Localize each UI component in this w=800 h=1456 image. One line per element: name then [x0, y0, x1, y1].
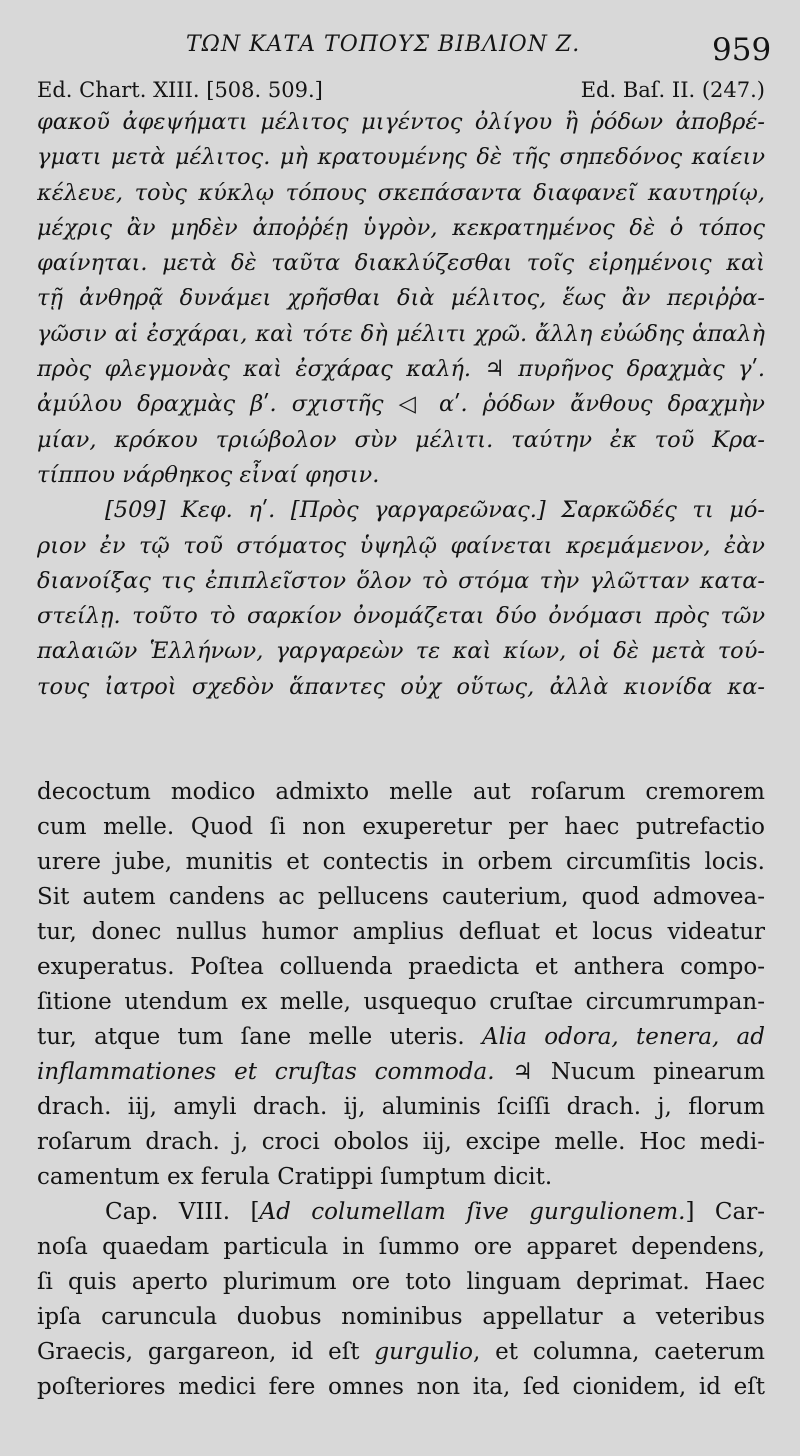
latin-line: ſi quis aperto plurimum ore toto linguam deprimat. Haec [37, 1269, 765, 1295]
greek-line: τίππου νάρθηκος εἶναί φησιν. [37, 461, 380, 488]
greek-line: κέλευε, τοὺς κύκλῳ τόπους σκεπάσαντα διαφανεῖ καυτηρίῳ, [37, 179, 765, 206]
greek-line: φακοῦ ἀφεψήματι μέλιτος μιγέντος ὀλίγου ἢ ῥόδων ἀποβρέ- [37, 109, 765, 135]
latin-chapter-title: Ad columellam ſive gurgulionem. [259, 1199, 686, 1225]
latin-line: poſteriores medici fere omnes non ita, ſed cionidem, id eſt [37, 1374, 765, 1400]
latin-line: decoctum modico admixto melle aut roſarum cremorem [37, 779, 765, 805]
latin-italic-recipe-title: inflammationes et cruſtas commoda. [37, 1059, 495, 1085]
latin-line [37, 1020, 765, 1055]
greek-line: γματι μετὰ μέλιτος. μὴ κρατουμένης δὲ τῆς σηπεδόνος καίειν [37, 144, 765, 171]
latin-line: drach. iij, amyli drach. ij, aluminis ſciſſi drach. j, florum [37, 1094, 765, 1120]
running-head [0, 28, 800, 68]
latin-line-text: , et columna, caeterum [473, 1339, 765, 1365]
greek-line: πρὸς φλεγμονὰς καὶ ἐσχάρας καλή. ♃ πυρῆνος δραχμὰς γʹ. [37, 356, 765, 383]
greek-line: μίαν, κρόκου τριώβολον σὺν μέλιτι. ταύτην ἐκ τοῦ Κρα- [37, 426, 765, 453]
running-title: ΤΩΝ ΚΑΤΑ ΤΟΠΟΥΣ ΒΙΒΛΙΟΝ Ζ. [186, 32, 581, 57]
latin-line: roſarum drach. j, croci obolos iij, excipe melle. Hoc medi- [37, 1129, 765, 1155]
latin-line [37, 1055, 765, 1090]
latin-line: exuperatus. Poſtea colluenda praedicta et anthera compo- [37, 954, 765, 980]
latin-line-text: tur, atque tum ſane melle uteris. [37, 1024, 482, 1050]
latin-line-text: ] Car- [685, 1199, 765, 1225]
greek-line: ἀμύλου δραχμὰς βʹ. σχιστῆς ◁ αʹ. ῥόδων ἄνθους δραχμὴν [37, 391, 765, 418]
greek-chapter-heading-line: [509] Κεφ. ηʹ. [Πρὸς γαργαρεῶνας.] Σαρκῶδές τι μό- [105, 497, 765, 524]
latin-italic-word: gurgulio [374, 1339, 474, 1365]
greek-line: φαίνηται. μετὰ δὲ ταῦτα διακλύζεσθαι τοῖς εἰρημένοις καὶ [37, 250, 765, 277]
latin-line: tur, donec nullus humor amplius defluat et locus videatur [37, 919, 765, 945]
latin-line: cum melle. Quod ſi non exuperetur per haec putrefactio [37, 814, 765, 840]
latin-line: camentum ex ferula Cratippi ſumptum dicit. [37, 1164, 553, 1190]
latin-text-block [37, 775, 765, 1405]
edition-reference-line [37, 78, 765, 108]
latin-chapter-label: Cap. VIII. [ [105, 1199, 260, 1225]
edition-chart-reference: Ed. Chart. XIII. [508. 509.] [37, 78, 323, 102]
greek-line: μέχρις ἂν μηδὲν ἀποῤῥέῃ ὑγρὸν, κεκρατημένος δὲ ὁ τόπος [37, 214, 765, 241]
page-number: 959 [712, 32, 772, 68]
latin-chapter-heading-line [37, 1195, 765, 1230]
latin-line: Sit autem candens ac pellucens cauterium, quod admovea- [37, 884, 765, 910]
greek-text-block [37, 105, 765, 705]
greek-line: τους ἰατροὶ σχεδὸν ἅπαντες οὐχ οὕτως, ἀλλὰ κιονίδα κα- [37, 673, 765, 700]
edition-basel-reference: Ed. Baſ. II. (247.) [580, 78, 765, 102]
latin-line-text: ♃ Nucum pinearum [494, 1059, 765, 1085]
latin-line: urere jube, munitis et contectis in orbem circumſitis locis. [37, 849, 765, 875]
greek-line: στείλῃ. τοῦτο τὸ σαρκίον ὀνομάζεται δύο ὀνόμασι πρὸς τῶν [37, 603, 765, 630]
latin-line: ipſa caruncula duobus nominibus appellatur a veteribus [37, 1304, 765, 1330]
greek-line: διανοίξας τις ἐπιπλεῖστον ὅλον τὸ στόμα τὴν γλῶτταν κατα- [37, 567, 765, 594]
latin-line: ſitione utendum ex melle, usquequo cruſtae circumrumpan- [37, 989, 765, 1015]
greek-line: ριον ἐν τῷ τοῦ στόματος ὑψηλῷ φαίνεται κρεμάμενον, ἐὰν [37, 532, 765, 559]
latin-line-text: Graecis, gargareon, id eſt [37, 1339, 375, 1365]
latin-line: noſa quaedam particula in ſummo ore apparet dependens, [37, 1234, 765, 1260]
latin-line [37, 1335, 765, 1370]
latin-italic-recipe-title: Alia odora, tenera, ad [481, 1024, 765, 1050]
greek-line: γῶσιν αἱ ἐσχάραι, καὶ τότε δὴ μέλιτι χρῶ. ἄλλη εὐώδης ἁπαλὴ [37, 320, 765, 347]
greek-line: παλαιῶν Ἑλλήνων, γαργαρεὼν τε καὶ κίων, οἱ δὲ μετὰ τού- [37, 638, 765, 665]
greek-line: τῇ ἀνθηρᾷ δυνάμει χρῆσθαι διὰ μέλιτος, ἕως ἂν περιῤῥα- [37, 285, 765, 312]
